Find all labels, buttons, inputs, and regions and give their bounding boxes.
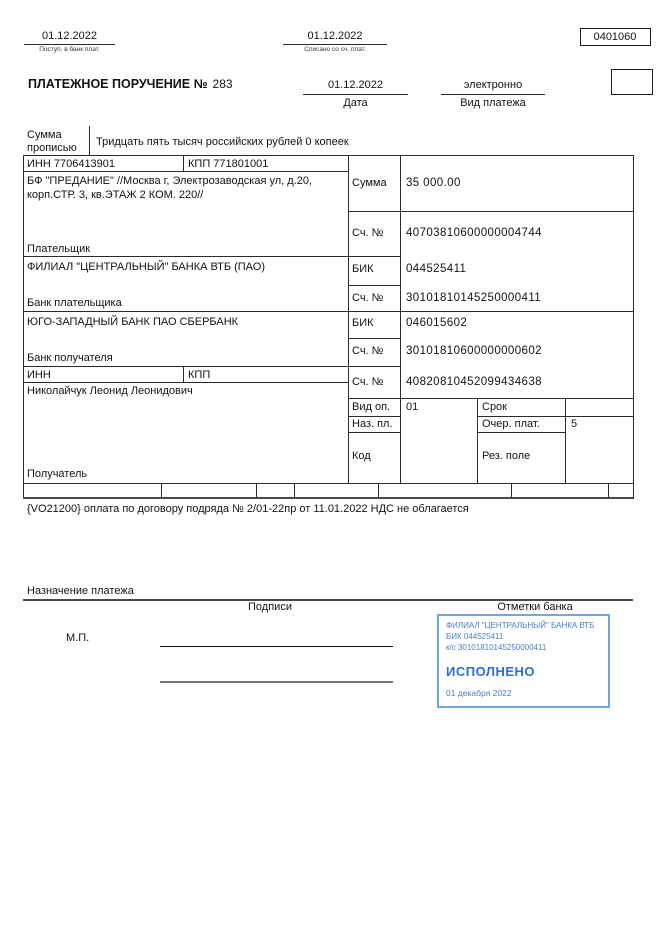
payee-account: 40820810452099434638 xyxy=(406,376,542,388)
grid-line-h xyxy=(477,432,565,433)
doc-date: 01.12.2022 xyxy=(327,79,384,91)
doc-date-underline xyxy=(303,94,408,95)
payer-name-line1: БФ "ПРЕДАНИЕ" //Москва г, Электрозаводская ул, д.20, xyxy=(27,175,313,187)
signature-line-2 xyxy=(160,681,393,683)
payer-bank-bik-label: БИК xyxy=(352,263,374,275)
payee-account-label: Сч. № xyxy=(352,376,384,388)
amount-words-divider xyxy=(89,126,90,155)
strip-divider xyxy=(511,483,512,497)
inn-kpp-divider xyxy=(183,366,184,382)
payee-kpp-label: КПП xyxy=(188,369,211,381)
doc-title: ПЛАТЕЖНОЕ ПОРУЧЕНИЕ № xyxy=(28,77,208,91)
payer-kpp: КПП 771801001 xyxy=(188,158,269,170)
grid-line-h xyxy=(23,311,633,312)
payee-bank-name: ЮГО-ЗАПАДНЫЙ БАНК ПАО СБЕРБАНК xyxy=(27,316,239,328)
debited-date-underline xyxy=(283,44,387,45)
payer-account-label: Сч. № xyxy=(352,227,384,239)
payment-kind-underline xyxy=(441,94,545,95)
op-type-label: Вид оп. xyxy=(352,401,391,413)
grid-line-h xyxy=(348,211,633,212)
priority-label: Очер. плат. xyxy=(482,418,540,430)
form-code-box xyxy=(580,28,651,46)
grid-line-v-right xyxy=(633,155,634,499)
term-label: Срок xyxy=(482,401,507,413)
priority-value: 5 xyxy=(571,418,578,430)
stamp-place-label: М.П. xyxy=(66,632,90,644)
payee-bank-account-label: Сч. № xyxy=(352,345,384,357)
grid-line-h-thick xyxy=(23,497,633,499)
strip-divider xyxy=(161,483,162,497)
grid-line-h xyxy=(23,256,400,257)
stamp-status: ИСПОЛНЕНО xyxy=(446,664,536,679)
amount-words-label-1: Сумма xyxy=(27,129,62,141)
signatures-label: Подписи xyxy=(248,601,292,613)
amount-label: Сумма xyxy=(352,177,387,189)
doc-title-row xyxy=(28,78,233,90)
payer-bank-name: ФИЛИАЛ "ЦЕНТРАЛЬНЫЙ" БАНКА ВТБ (ПАО) xyxy=(27,261,265,273)
strip-divider xyxy=(608,483,609,497)
debited-label: Списано со сч. плат. xyxy=(304,46,366,53)
strip-divider xyxy=(256,483,257,497)
payer-bank-label: Банк плательщика xyxy=(27,297,122,309)
grid-line-v xyxy=(477,398,478,483)
received-in-bank-label: Поступ. в банк плат. xyxy=(39,46,100,53)
payment-purpose-label: Назначение платежа xyxy=(27,585,134,597)
doc-number: 283 xyxy=(212,77,233,91)
payee-bank-label: Банк получателя xyxy=(27,352,113,364)
bank-stamp xyxy=(437,614,610,708)
stamp-corr-account: к/с 30101810145250000411 xyxy=(446,643,547,652)
payer-bank-bik: 044525411 xyxy=(406,263,467,275)
grid-line-h xyxy=(348,432,400,433)
payment-kind: электронно xyxy=(463,79,523,91)
grid-line-h xyxy=(23,366,400,367)
strip-divider xyxy=(378,483,379,497)
op-type-value: 01 xyxy=(406,401,419,413)
received-in-bank-date: 01.12.2022 xyxy=(41,30,98,42)
payee-inn-label: ИНН xyxy=(27,369,51,381)
code-label: Код xyxy=(352,450,371,462)
payee-label: Получатель xyxy=(27,468,88,480)
grid-line-h xyxy=(348,338,400,339)
payer-inn: ИНН 7706413901 xyxy=(27,158,116,170)
inn-kpp-divider xyxy=(183,155,184,171)
bank-marks-label: Отметки банка xyxy=(497,601,573,613)
empty-code-box xyxy=(611,69,653,95)
payer-label: Плательщик xyxy=(27,243,91,255)
grid-line-v xyxy=(565,398,566,483)
grid-line-h xyxy=(23,155,633,156)
grid-line-h xyxy=(348,416,400,417)
payment-kind-label: Вид платежа xyxy=(460,97,526,109)
grid-line-h xyxy=(23,171,348,172)
grid-line-h xyxy=(348,285,400,286)
stamp-date: 01 декабря 2022 xyxy=(446,688,512,698)
amount-value: 35 000.00 xyxy=(406,177,461,189)
purpose-code-label: Наз. пл. xyxy=(352,418,393,430)
doc-date-label: Дата xyxy=(343,97,368,109)
signature-line-1 xyxy=(160,646,393,647)
payee-bank-bik: 046015602 xyxy=(406,317,468,329)
payer-bank-account-label: Сч. № xyxy=(352,292,384,304)
grid-line-h xyxy=(348,398,633,399)
received-date-underline xyxy=(24,44,115,45)
grid-line-v xyxy=(348,155,349,483)
grid-line-h xyxy=(477,416,633,417)
strip-divider xyxy=(294,483,295,497)
grid-line-h xyxy=(23,483,633,484)
stamp-bik: БИК 044525411 xyxy=(446,632,504,641)
grid-line-h xyxy=(23,382,348,383)
form-code: 0401060 xyxy=(593,31,637,43)
grid-line-v xyxy=(400,155,401,483)
amount-in-words: Тридцать пять тысяч российских рублей 0 копеек xyxy=(96,136,349,148)
payer-bank-account: 30101810145250000411 xyxy=(406,292,542,304)
debited-date: 01.12.2022 xyxy=(307,30,363,42)
amount-words-label-2: прописью xyxy=(27,142,77,154)
reserve-field-label: Рез. поле xyxy=(482,450,531,462)
grid-line-v-left xyxy=(23,155,24,499)
payer-name-line2: корп.СТР. 3, кв.ЭТАЖ 2 КОМ. 220// xyxy=(27,189,204,201)
stamp-bank-name: ФИЛИАЛ "ЦЕНТРАЛЬНЫЙ" БАНКА ВТБ xyxy=(446,621,595,630)
payer-account: 40703810600000004744 xyxy=(406,227,542,239)
payee-bank-bik-label: БИК xyxy=(352,317,374,329)
payee-name: Николайчук Леонид Леонидович xyxy=(27,385,193,397)
payee-bank-account: 30101810600000000602 xyxy=(406,345,542,357)
payment-purpose-text: {VO21200} оплата по договору подряда № 2/01-22пр от 11.01.2022 НДС не облагается xyxy=(27,503,469,515)
